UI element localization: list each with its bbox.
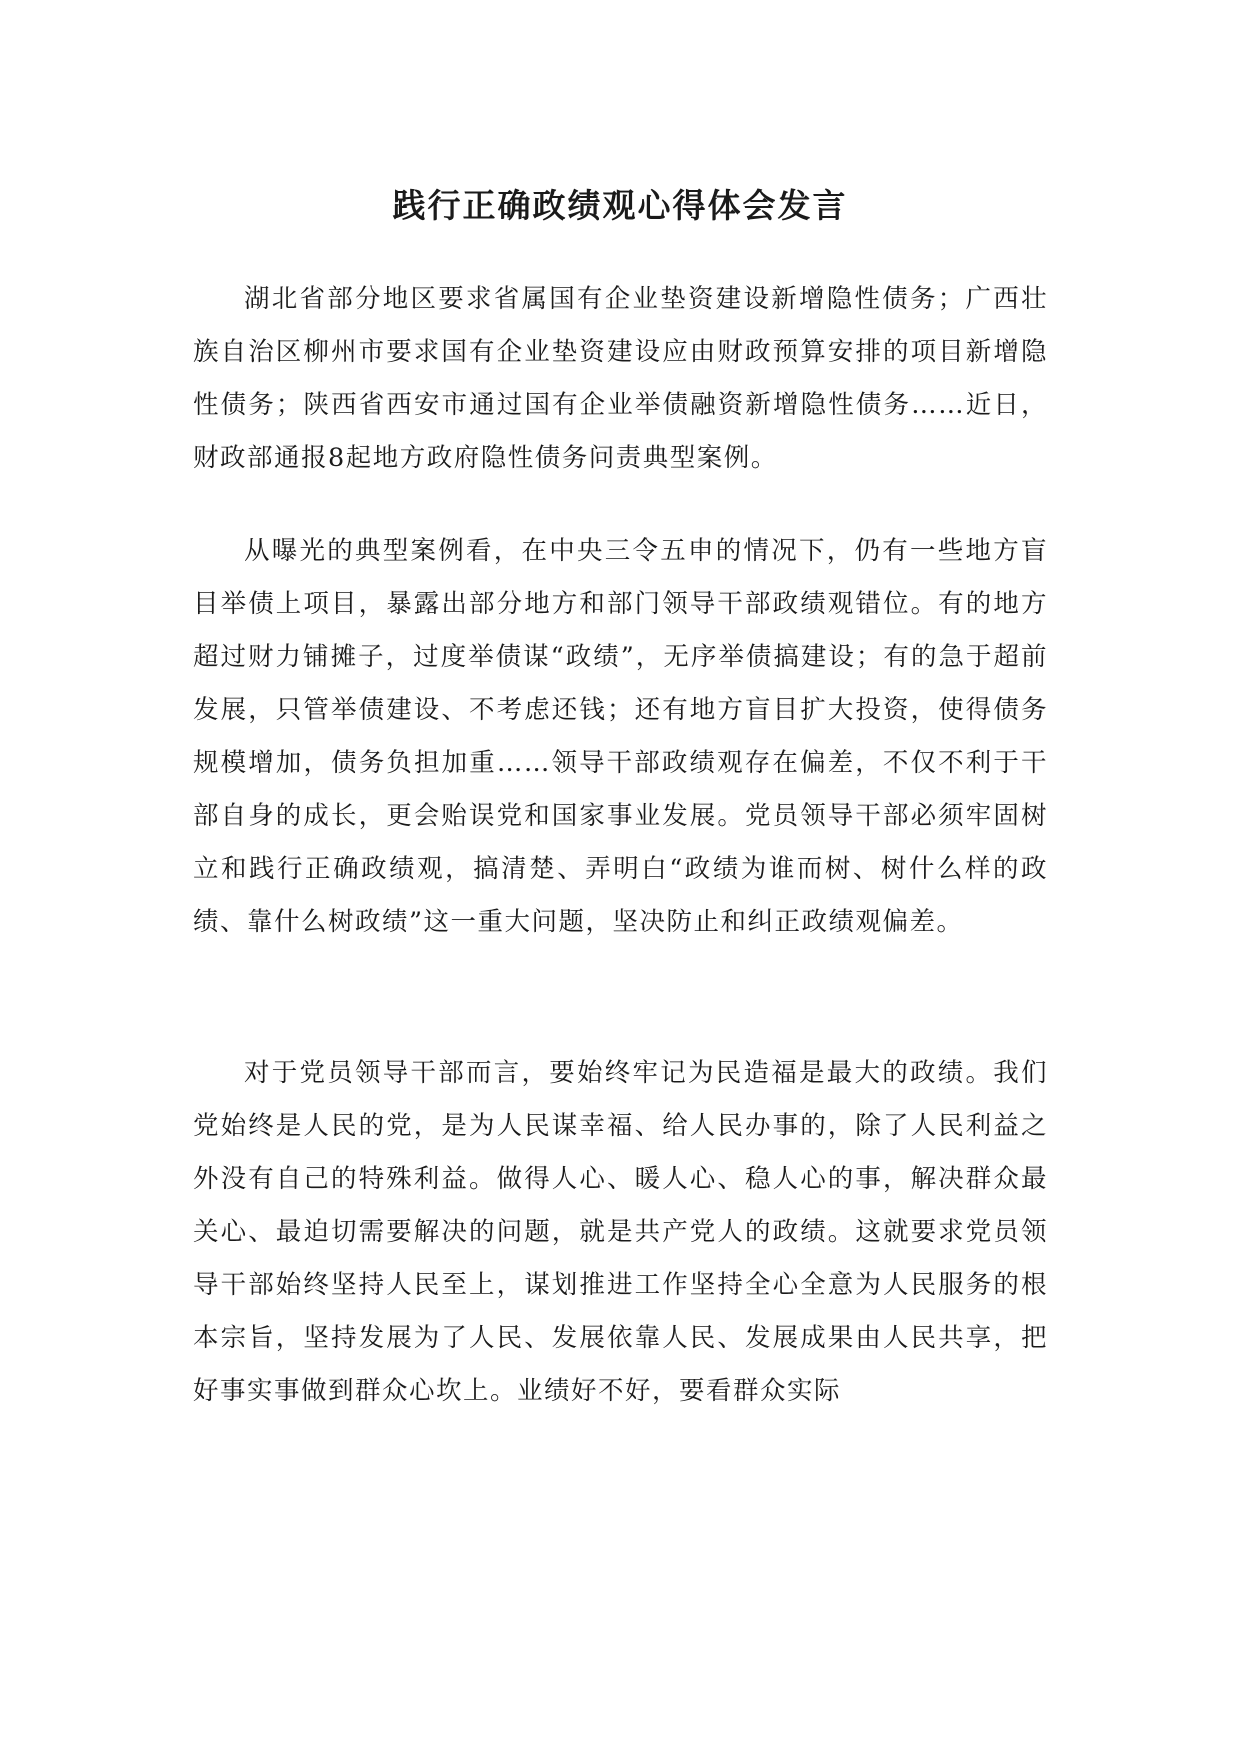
- paragraph-3: 对于党员领导干部而言，要始终牢记为民造福是最大的政绩。我们党始终是人民的党，是为人民谋幸福、给人民办事的，除了人民利益之外没有自己的特殊利益。做得人心、暖人心、稳人心的事，解决群众最关心、最迫切需要解决的问题，就是共产党人的政绩。这就要求党员领导干部始终坚持人民至上，谋划推进工作坚持全心全意为人民服务的根本宗旨，坚持发展为了人民、发展依靠人民、发展成果由人民共享，把好事实事做到群众心坎上。业绩好不好，要看群众实际: [193, 1058, 1048, 1406]
- document-title: 践行正确政绩观心得体会发言: [392, 186, 848, 225]
- paragraph-1: 湖北省部分地区要求省属国有企业垫资建设新增隐性债务；广西壮族自治区柳州市要求国有企业垫资建设应由财政预算安排的项目新增隐性债务；陕西省西安市通过国有企业举债融资新增隐性债务……近日，财政部通报8起地方政府隐性债务问责典型案例。: [193, 284, 1048, 473]
- paragraph-2: 从曝光的典型案例看，在中央三令五申的情况下，仍有一些地方盲目举债上项目，暴露出部分地方和部门领导干部政绩观错位。有的地方超过财力铺摊子，过度举债谋“政绩”，无序举债搞建设；有的急于超前发展，只管举债建设、不考虑还钱；还有地方盲目扩大投资，使得债务规模增加，债务负担加重……领导干部政绩观存在偏差，不仅不利于干部自身的成长，更会贻误党和国家事业发展。党员领导干部必须牢固树立和践行正确政绩观，搞清楚、弄明白“政绩为谁而树、树什么样的政绩、靠什么树政绩”这一重大问题，坚决防止和纠正政绩观偏差。: [193, 536, 1048, 937]
